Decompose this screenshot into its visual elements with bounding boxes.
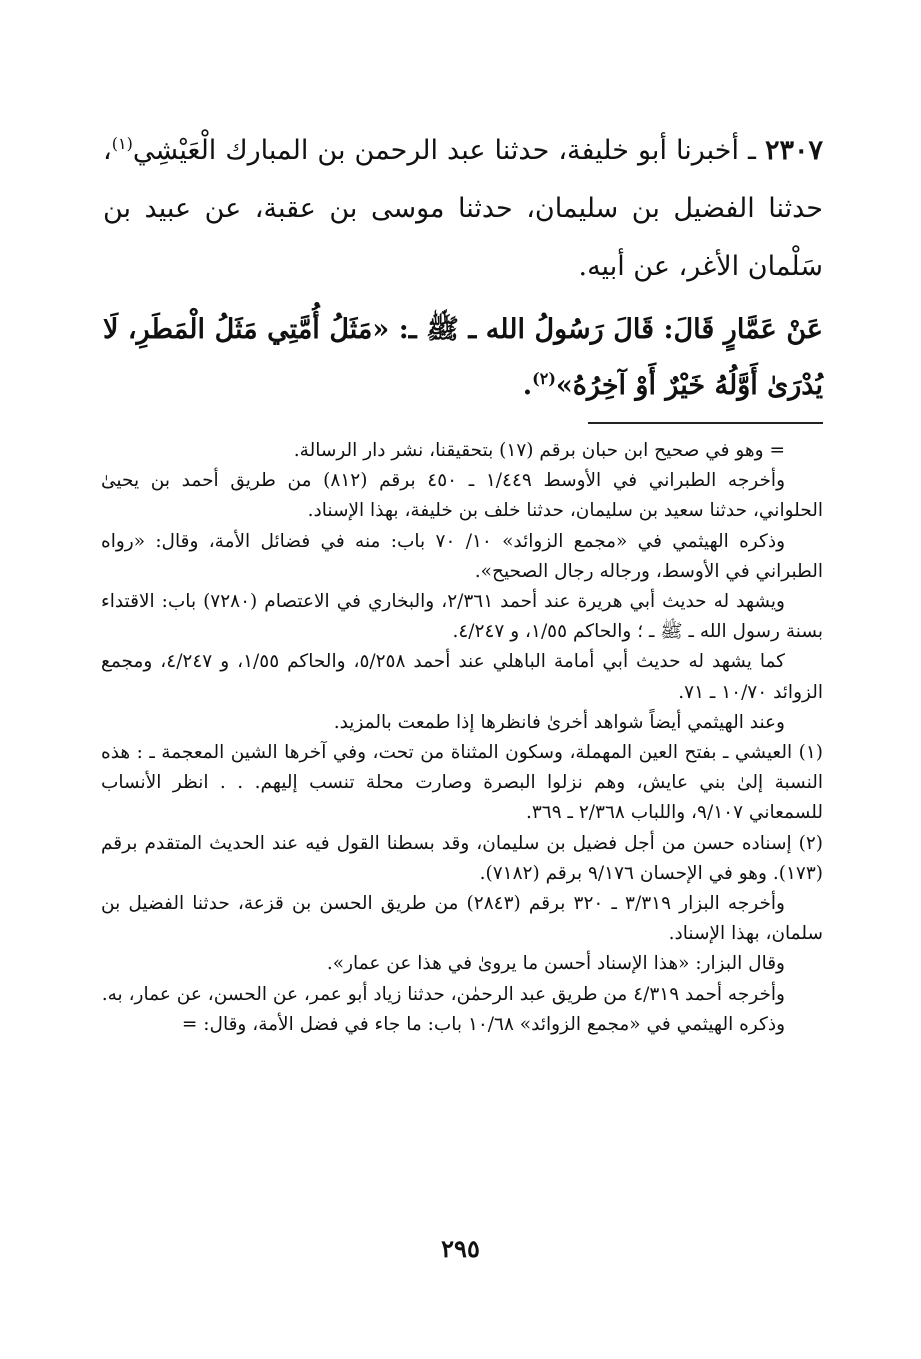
footnote-continued-line: = وهو في صحيح ابن حبان برقم (١٧) بتحقيقنا، نشر دار الرسالة. [293,440,785,461]
footnote-ref-1: (١) [111,134,133,153]
footnote-separator [588,422,823,424]
footnote-2-line: وأخرجه البزار ٣/٣١٩ ـ ٣٢٠ برقم (٢٨٤٣) من طريق الحسن بن قزعة، حدثنا الفضيل بن سلمان، بهذا الإسناد. [101,893,823,945]
footnote-continued-line: وذكره الهيثمي في «مجمع الزوائد» ١٠/ ٧٠ باب: منه في فضائل الأمة، وقال: «رواه الطبراني في الأوسط، ورجاله رجال الصحيح». [101,530,823,582]
hadith-end-dot: . [522,370,533,401]
footnote-2-line: وذكره الهيثمي في «مجمع الزوائد» ١٠/٦٨ باب: ما جاء في فضل الأمة، وقال: = [181,1013,785,1035]
footnote-ref-2: (٢) [532,369,556,388]
footnote-continued-line: وعند الهيثمي أيضاً شواهد أخرىٰ فانظرها إذا طمعت بالمزيد. [333,711,785,733]
page-number: ٢٩٥ [441,1234,480,1263]
footnote-2-line: وقال البزار: «هذا الإسناد أحسن ما يروىٰ في هذا عن عمار». [326,953,785,975]
isnad-paragraph [103,122,823,296]
hadith-entry [103,122,823,414]
hadith-number: ٢٣٠٧ [764,135,823,166]
isnad-text-start: ـ أخبرنا أبو خليفة، حدثنا عبد الرحمن بن المبارك الْعَيْشِي [132,135,765,166]
footnote-1: (١) العيشي ـ بفتح العين المهملة، وسكون المثناة من تحت، وفي آخرها الشين المعجمة ـ : هذه النسبة إلىٰ بني عايش، وهم نزلوا البصرة وصارت محلة تنسب إليهم. . . انظر الأنساب للسمعاني ٩/١٠٧، واللباب ٢/٣٦٨ ـ ٣٦٩. [101,742,823,824]
continuation-mark: = [769,440,785,461]
hadith-matn [103,302,823,414]
footnote-continued-line: ويشهد له حديث أبي هريرة عند أحمد ٢/٣٦١، والبخاري في الاعتصام (٧٢٨٠) باب: الاقتداء بسنة رسول الله ـ ﷺ ـ ؛ والحاكم ١/٥٥، و ٤/٢٤٧. [101,591,823,643]
footnote-2-line: وأخرجه أحمد ٤/٣١٩ من طريق عبد الرحمٰن، حدثنا زياد أبو عمر، عن الحسن، عن عمار، به. [101,983,785,1005]
footnote-2: (٢) إسناده حسن من أجل فضيل بن سليمان، وقد بسطنا القول فيه عند الحديث المتقدم برقم (١٧٣). وهو في الإحسان ٩/١٧٦ برقم (٧١٨٢). [101,832,823,884]
footnote-continued-line: وأخرجه الطبراني في الأوسط ١/٤٤٩ ـ ٤٥٠ برقم (٨١٢) من طريق أحمد بن يحيىٰ الحلواني، حدثنا سعيد بن سليمان، حدثنا خلف بن خليفة، بهذا الإسناد. [101,470,823,522]
hadith-text: عَنْ عَمَّارٍ قَالَ: قَالَ رَسُولُ الله ـ ﷺ ـ: «مَثَلُ أُمَّتِي مَثَلُ الْمَطَرِ، لَا يُدْرَىٰ أَوَّلُهُ خَيْرٌ أَوْ آخِرُهُ» [103,314,823,401]
end-continuation-mark: = [181,1013,198,1035]
footnotes-section [101,436,823,1040]
footnote-continued-line: كما يشهد له حديث أبي أمامة الباهلي عند أحمد ٥/٢٥٨، والحاكم ١/٥٥، و ٤/٢٤٧، ومجمع الزوائد ١٠/٧٠ ـ ٧١. [101,651,823,703]
isnad-text-end: ، حدثنا الفضيل بن سليمان، حدثنا موسى بن عقبة، عن عبيد بن سَلْمان الأغر، عن أبيه. [103,135,823,282]
